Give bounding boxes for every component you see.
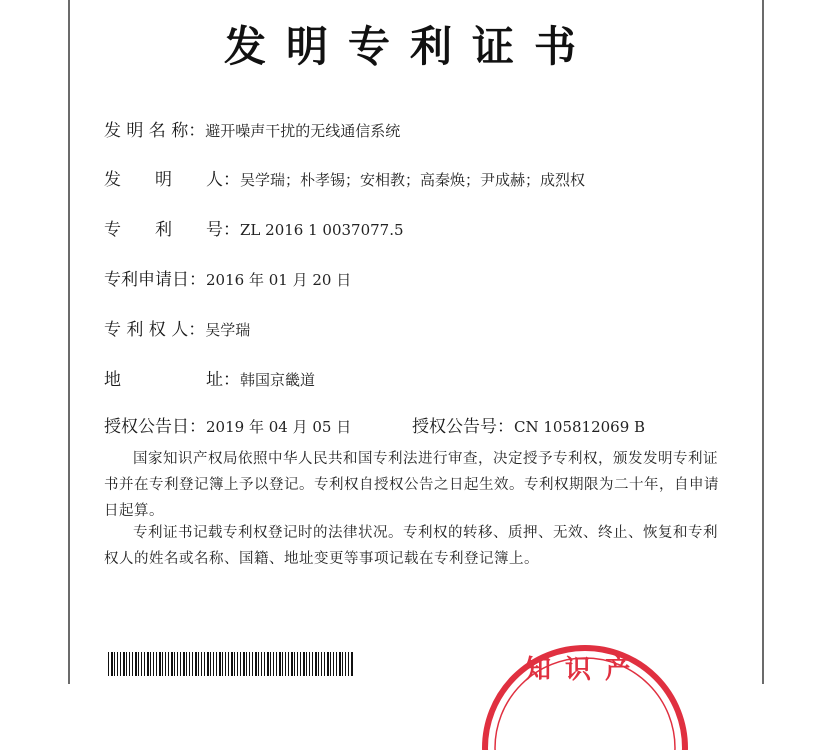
certificate-title: 发明专利证书 [223,22,596,71]
filing-date-label: 专利申请日： [104,270,206,290]
patent-number-row [104,215,404,240]
inventors-row [104,165,585,190]
grant-statement-paragraph: 国家知识产权局依照中华人民共和国专利法进行审查，决定授予专利权，颁发发明专利证书并在专利登记簿上予以登记。专利权自授权公告之日起生效。专利权期限为二十年，自申请日起算。 [104,451,719,519]
grant-date-value: 2019 年 04 月 05 日 [206,418,352,436]
grant-number-value: CN 105812069 B [514,418,646,436]
official-seal [470,630,700,750]
patent-number-value: ZL 2016 1 0037077.5 [240,221,404,239]
patentee-value: 吴学瑞 [205,321,251,339]
left-border-line [68,0,70,684]
address-row [104,365,315,390]
inventors-label: 发 明 人： [104,170,240,190]
grant-date-row [104,412,351,437]
seal-text: 知识产 [524,655,646,685]
grant-number-label: 授权公告号： [412,417,514,437]
patent-number-label: 专 利 号： [104,220,240,240]
invention-name-label: 发 明 名 称： [104,121,206,141]
patentee-label: 专 利 权 人： [104,320,206,340]
address-value: 韩国京畿道 [240,371,316,389]
filing-date-value: 2016 年 01 月 20 日 [206,271,352,289]
grant-date-label: 授权公告日： [104,417,206,437]
inventors-value: 吴学瑞；朴孝锡；安相教；高秦焕；尹成赫；成烈权 [240,171,586,189]
right-border-line [762,0,764,684]
legal-status-paragraph: 专利证书记载专利权登记时的法律状况。专利权的转移、质押、无效、终止、恢复和专利权人的姓名或名称、国籍、地址变更等事项记载在专利登记簿上。 [104,525,718,567]
address-label: 地 址： [104,370,240,390]
barcode [108,652,354,676]
patentee-row [104,315,250,340]
invention-name-row [104,116,400,141]
grant-number-row [412,412,645,437]
filing-date-row [104,265,351,290]
invention-name-value: 避开噪声干扰的无线通信系统 [205,122,401,140]
